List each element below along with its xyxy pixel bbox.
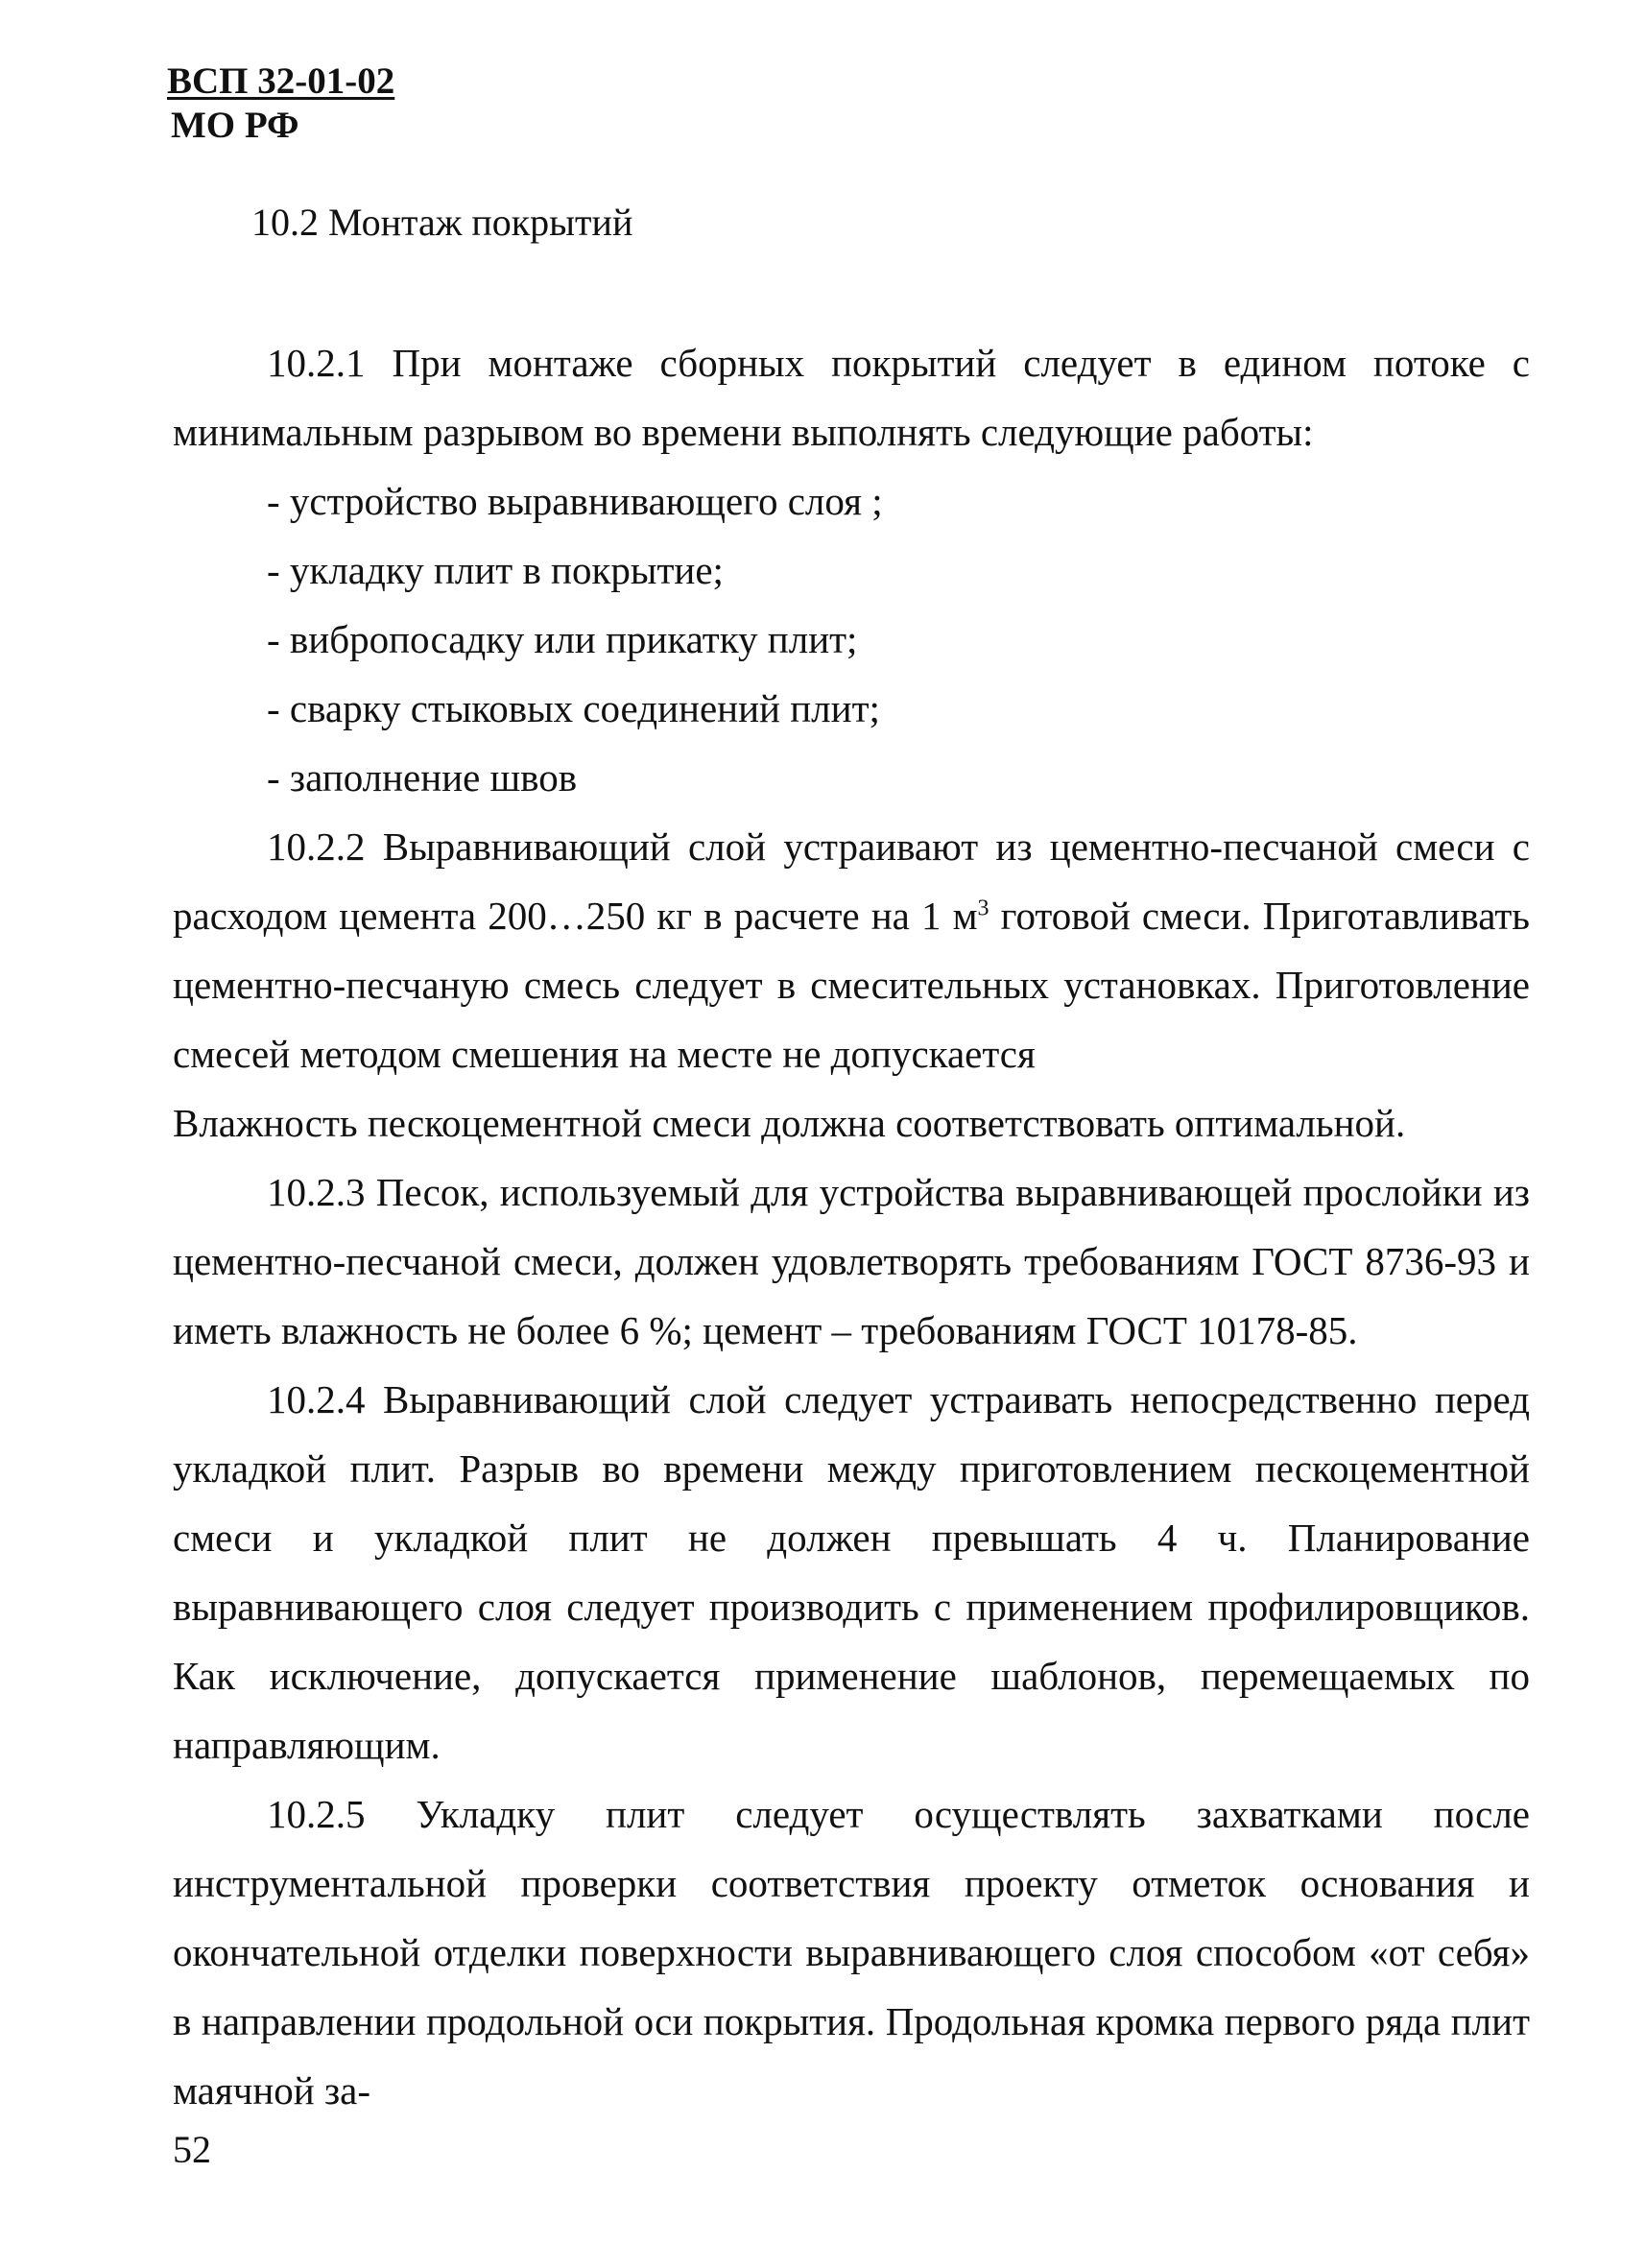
- paragraph-10-2-2: [173, 812, 1530, 1088]
- page-number: 52: [173, 2128, 211, 2171]
- paragraph-10-2-2-text-b: готовой смеси. Приготавливать цементно-песчаную смесь следует в смесительных установках. Приготовление смесей методом смешения на месте не допускается: [173, 894, 1530, 1076]
- document-header: [167, 60, 394, 148]
- list-item: - заполнение швов: [267, 755, 578, 800]
- list-item: - укладку плит в покрытие;: [267, 548, 724, 592]
- organization-code: МО РФ: [171, 105, 299, 146]
- paragraph-moisture: Влажность пескоцементной смеси должна соответствовать оптимальной.: [173, 1101, 1406, 1145]
- section-title: 10.2 Монтаж покрытий: [251, 201, 633, 244]
- list-item: - вибропосадку или прикатку плит;: [267, 617, 858, 661]
- list-item: - устройство выравнивающего слоя ;: [267, 479, 883, 523]
- superscript-cubic: 3: [977, 895, 989, 921]
- paragraph-10-2-3: 10.2.3 Песок, используемый для устройства выравнивающей прослойки из цементно-песчаной смеси, должен удовлетворять требованиям ГОСТ 8736-93 и иметь влажность не более 6 %; цемент – требованиям ГОСТ 10178-85.: [173, 1170, 1530, 1352]
- document-body: [173, 328, 1530, 2125]
- paragraph-10-2-5: 10.2.5 Укладку плит следует осуществлять захватками после инструментальной проверки соответствия проекту отметок основания и окончательной отделки поверхности выравнивающего слоя способом «от себя» в направлении продольной оси покрытия. Продольная кромка первого ряда плит маячной за-: [173, 1792, 1530, 2113]
- paragraph-10-2-1: 10.2.1 При монтаже сборных покрытий следует в едином потоке с минимальным разрывом во времени выполнять следующие работы:: [173, 341, 1530, 454]
- paragraph-10-2-4: 10.2.4 Выравнивающий слой следует устраивать непосредственно перед укладкой плит. Разрыв во времени между приготовлением пескоцементной смеси и укладкой плит не должен превышать 4 ч. Планирование выравнивающего слоя следует производить с применением профилировщиков. Как исключение, допускается применение шаблонов, перемещаемых по направляющим.: [173, 1377, 1530, 1767]
- list-item: - сварку стыковых соединений плит;: [267, 686, 880, 730]
- paragraph-10-2-2-text-a: 10.2.2 Выравнивающий слой устраивают из цементно-песчаной смеси с расходом цемента 200…250 кг в расчете на 1 м: [173, 824, 1530, 938]
- standard-code: ВСП 32-01-02: [167, 60, 395, 102]
